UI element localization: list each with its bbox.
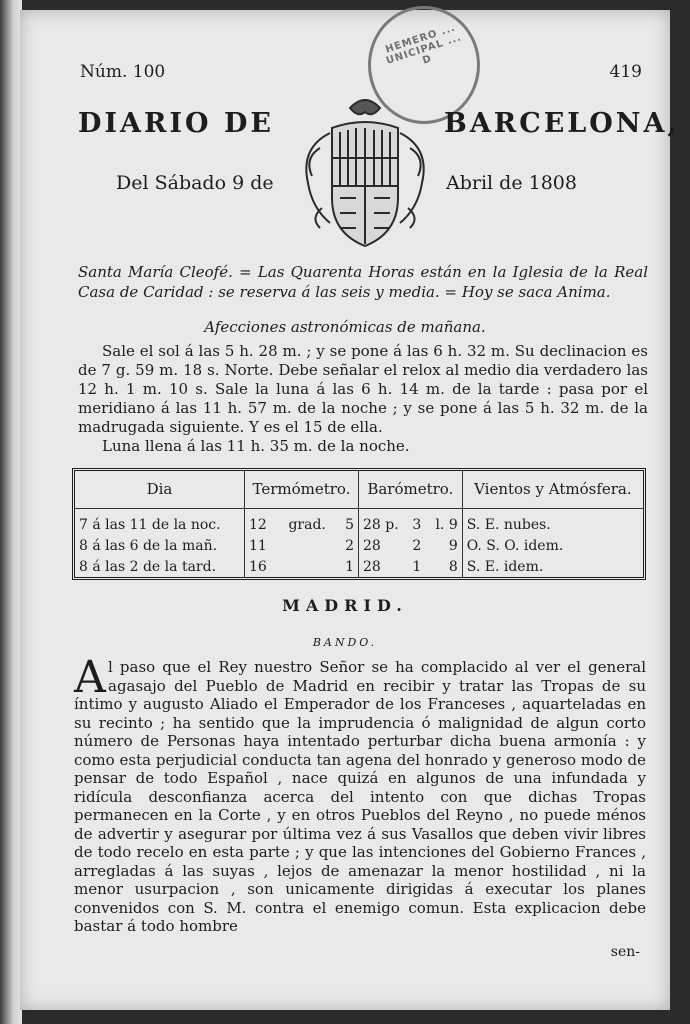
cell-baro-lin: 2 (412, 538, 422, 555)
table-row (75, 508, 643, 536)
weather-table-header (75, 471, 643, 508)
moon-phase-note: Luna llena á las 11 h. 35 m. de la noche. (102, 437, 410, 455)
cell-thermo-unit (278, 536, 336, 557)
drop-cap-spacer (74, 658, 108, 694)
cell-dia: 7 á las 11 de la noc. (75, 508, 244, 536)
coat-of-arms-icon (290, 88, 440, 258)
cell-thermo-int: 11 (248, 538, 267, 555)
column-header-dia: Dia (75, 471, 244, 508)
masthead-title-left: DIARIO DE (78, 108, 274, 139)
cell-baro-frac: 8 (427, 556, 462, 577)
cell-thermo-frac: 1 (336, 556, 358, 577)
facing-page-edge (0, 0, 22, 1024)
cell-baro-lin: 3 (412, 517, 422, 534)
cell-baro-pulg: 28 (362, 558, 381, 575)
newspaper-page (20, 10, 680, 1010)
cell-baro-frac: l. 9 (427, 508, 462, 536)
saints-notice: Santa María Cleofé. = Las Quarenta Horas están en la Iglesia de la Real Casa de Caridad : se reserva á las seis y media. = Hoy se saca Anima. (78, 263, 648, 301)
catchword: sen- (610, 944, 640, 960)
masthead-title-right: BARCELONA, (444, 108, 680, 139)
section-title: MADRID. (282, 596, 408, 615)
stamp-text: HEMERO ... UNICIPAL ... D (384, 22, 464, 67)
cell-thermo-frac: 2 (336, 536, 358, 557)
cell-thermo-unit: grad. (288, 517, 326, 534)
column-header-vientos: Vientos y Atmósfera. (462, 471, 643, 508)
cell-thermo-frac: 5 (336, 508, 358, 536)
issue-date-left: Del Sábado 9 de (116, 172, 274, 194)
astronomy-heading: Afecciones astronómicas de mañana. (204, 318, 486, 336)
cell-dia: 8 á las 6 de la mañ. (75, 536, 244, 557)
cell-baro-pulg: 28 p. (362, 517, 399, 534)
issue-number: Núm. 100 (80, 62, 166, 82)
cell-thermo-unit (278, 556, 336, 577)
astronomy-block (78, 342, 648, 456)
column-header-barometro: Barómetro. (358, 471, 462, 508)
page-number: 419 (609, 62, 642, 82)
cell-vientos: S. E. idem. (466, 558, 544, 575)
cell-dia: 8 á las 2 de la tard. (75, 556, 244, 577)
drop-cap: A (74, 652, 106, 703)
issue-date-right: Abril de 1808 (446, 172, 577, 194)
cell-vientos: S. E. nubes. (466, 517, 551, 534)
table-row (75, 556, 643, 577)
cell-vientos: O. S. O. idem. (466, 538, 564, 555)
column-header-termometro: Termómetro. (244, 471, 358, 508)
cell-thermo-int: 12 (248, 517, 267, 534)
cell-baro-pulg: 28 (362, 538, 381, 555)
article-text: l paso que el Rey nuestro Señor se ha complacido al ver el general agasajo del Pueblo de Madrid en recibir y tratar las Tropas de su íntimo y augusto Aliado el Emperador de los Franceses , aquarteladas en su recinto ; ha sentido que la imprudencia ó malignidad de algun corto número de Personas haya intentado perturbar dicha buena armonía : y como esta perjudicial conducta tan agena del honrado y generoso modo de pensar de todo Español , nace quizá en algunos de una infundada y ridícula desconfianza acerca del intento con que dichas Tropas permanecen en la Corte , y en otros Pueblos del Reyno , no puede ménos de advertir y asegurar por última vez á sus Vasallos que deben vivir libres de todo recelo en esta parte ; y que las intenciones del Gobierno Frances , arregladas á las suyas , lejos de amenazar la menor hostilidad , ni la menor usurpacion , son unicamente dirigidas á executar los planes convenidos con S. M. contra el enemigo comun. Esta explicacion debe bastar á todo hombre (74, 658, 646, 935)
section-subtitle: BANDO. (312, 636, 378, 649)
cell-baro-lin: 1 (412, 558, 422, 575)
astronomy-paragraph: Sale el sol á las 5 h. 28 m. ; y se pone á las 6 h. 32 m. Su declinacion es de 7 g. 59 m. 18 s. Norte. Debe señalar el relox al medio dia verdadero las 12 h. 1 m. 10 s. Sale la luna á las 6 h. 14 m. de la tarde : pasa por el meridiano á las 11 h. 57 m. de la noche ; y se pone á las 5 h. 32 m. de la madrugada siguiente. Y es el 15 de ella. (78, 342, 648, 436)
weather-table (72, 468, 646, 580)
table-row (75, 536, 643, 557)
cell-baro-frac: 9 (427, 536, 462, 557)
article-body (74, 652, 646, 936)
cell-thermo-int: 16 (248, 558, 267, 575)
